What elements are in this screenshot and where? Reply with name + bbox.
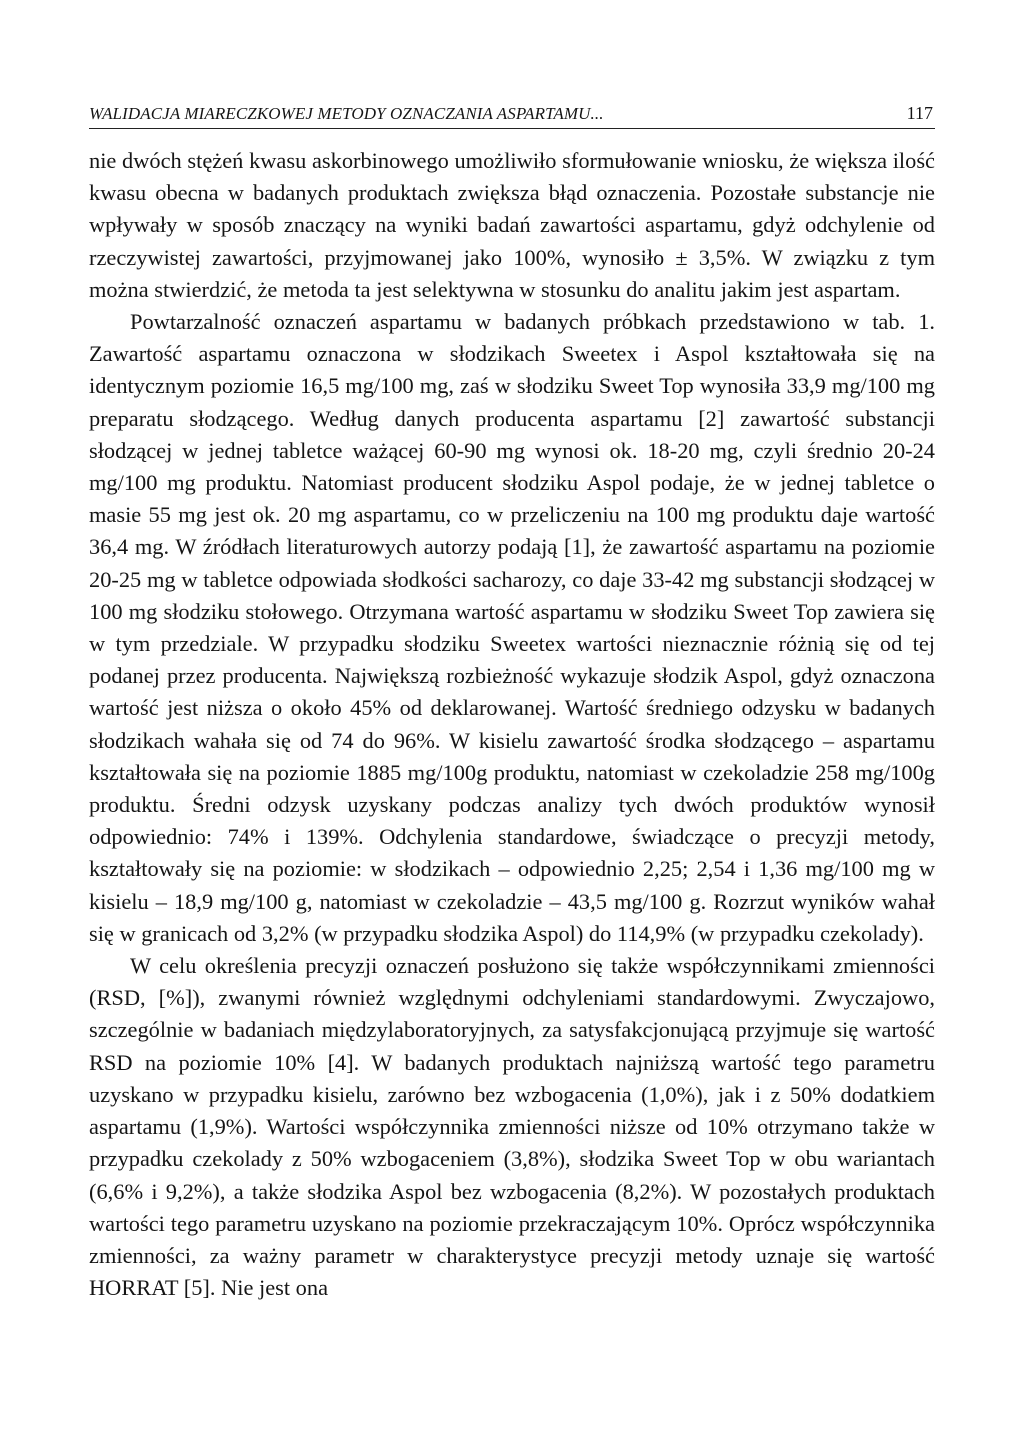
paragraph-continuation: nie dwóch stężeń kwasu askorbinowego umożliwiło sformułowanie wniosku, że większa ilość kwasu obecna w badanych produktach zwiększa błąd oznaczenia. Pozostałe substancje nie wpływały w sposób znaczący na wyniki badań zawartości aspartamu, gdyż odchylenie od rzeczywistej zawartości, przyjmowanej jako 100%, wynosiło ± 3,5%. W związku z tym można stwierdzić, że metoda ta jest selektywna w stosunku do analitu jakim jest aspartam.: [89, 148, 935, 302]
paragraph-repeatability: Powtarzalność oznaczeń aspartamu w badanych próbkach przedstawiono w tab. 1. Zawartość aspartamu oznaczona w słodzikach Sweetex i Aspol kształtowała się na identycznym poziomie 16,5 mg/100 mg, zaś w słodziku Sweet Top wynosiła 33,9 mg/100 mg preparatu słodzącego. Według danych producenta aspartamu [2] zawartość substancji słodzącej w jednej tabletce ważącej 60-90 mg wynosi ok. 18-20 mg, czyli średnio 20-24 mg/100 mg produktu. Natomiast producent słodziku Aspol podaje, że w jednej tabletce o masie 55 mg jest ok. 20 mg aspartamu, co w przeliczeniu na 100 mg produktu daje wartość 36,4 mg. W źródłach literaturowych autorzy podają [1], że zawartość aspartamu na poziomie 20-25 mg w tabletce odpowiada słodkości sacharozy, co daje 33-42 mg substancji słodzącej w 100 mg słodziku stołowego. Otrzymana wartość aspartamu w słodziku Sweet Top zawiera się w tym przedziale. W przypadku słodziku Sweetex wartości nieznacznie różnią się od tej podanej przez producenta. Największą rozbieżność wykazuje słodzik Aspol, gdyż oznaczona wartość jest niższa o około 45% od deklarowanej. Wartość średniego odzysku w badanych słodzikach wahała się od 74 do 96%. W kisielu zawartość środka słodzącego – aspartamu kształtowała się na poziomie 1885 mg/100g produktu, natomiast w czekoladzie 258 mg/100g produktu. Średni odzysk uzyskany podczas analizy tych dwóch produktów wynosił odpowiednio: 74% i 139%. Odchylenia standardowe, świadczące o precyzji metody, kształtowały się na poziomie: w słodzikach – odpowiednio 2,25; 2,54 i 1,36 mg/100 mg w kisielu – 18,9 mg/100 g, natomiast w czekoladzie – 43,5 mg/100 g. Rozrzut wyników wahał się w granicach od 3,2% (w przypadku słodzika Aspol) do 114,9% (w przypadku czekolady).: [89, 309, 935, 946]
body-text: [89, 145, 935, 1304]
page-number: 117: [906, 103, 933, 123]
header-title: WALIDACJA MIARECZKOWEJ METODY OZNACZANIA ASPARTAMU...: [89, 104, 604, 123]
paragraph-precision: W celu określenia precyzji oznaczeń posłużono się także współczynnikami zmienności (RSD, [%]), zwanymi również względnymi odchyleniami standardowymi. Zwyczajowo, szczególnie w badaniach międzylaboratoryjnych, za satysfakcjonującą przyjmuje się wartość RSD na poziomie 10% [4]. W badanych produktach najniższą wartość tego parametru uzyskano w przypadku kisielu, zarówno bez wzbogacenia (1,0%), jak i z 50% dodatkiem aspartamu (1,9%). Wartości współczynnika zmienności niższe od 10% otrzymano także w przypadku czekolady z 50% wzbogaceniem (3,8%), słodzika Sweet Top w obu wariantach (6,6% i 9,2%), a także słodzika Aspol bez wzbogacenia (8,2%). W pozostałych produktach wartości tego parametru uzyskano na poziomie przekraczającym 10%. Oprócz współczynnika zmienności, za ważny parametr w charakterystyce precyzji metody uznaje się wartość HORRAT [5]. Nie jest ona: [89, 953, 935, 1301]
running-header: [89, 100, 935, 129]
